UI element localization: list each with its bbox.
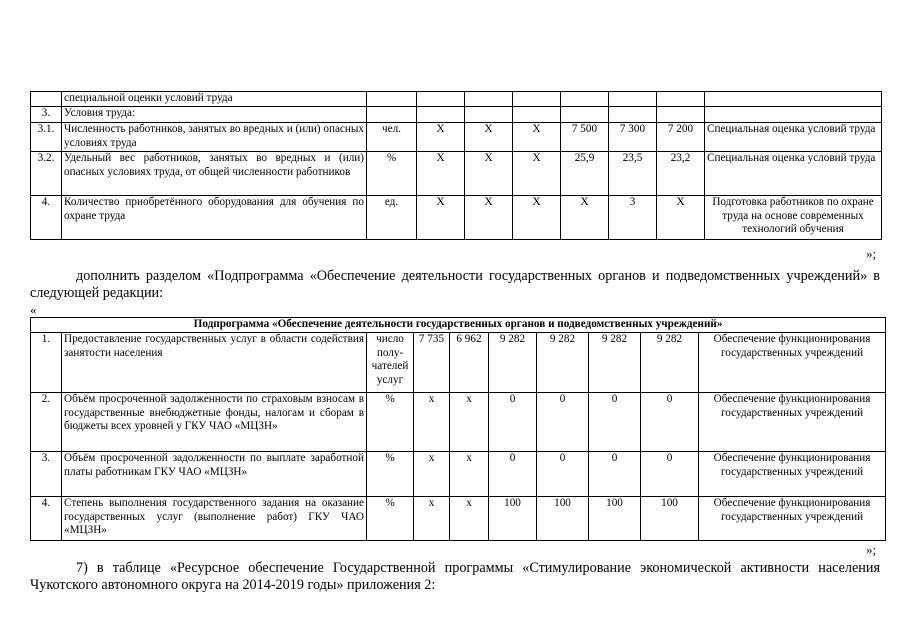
table-row: 2. Объём просроченной задолженности по страховым взносам в государственные внебюджетные фонды, налогам и сборам в бюджеты всех уровней у ГКУ ЧАО «МЦЗН» % х х 0 0 0 0 Обеспечение функционирования государственных учреждений <box>31 393 886 452</box>
closing-quote-mark-2: »; <box>866 542 877 557</box>
closing-quote-mark: »; <box>866 246 877 261</box>
table-row: 3.1. Численность работников, занятых во вредных и (или) опасных условиях труда чел. Х Х Х 7 500 7 300 7 200 Специальная оценка условий труда <box>31 123 882 152</box>
table-row: специальной оценки условий труда <box>31 92 882 107</box>
indicators-table-upper <box>30 91 882 240</box>
table-row: 4. Степень выполнения государственного задания на оказание государственных услуг (выполнение работ) ГКУ ЧАО «МЦЗН» % х х 100 100 100 100 Обеспечение функционирования государственных учреждений <box>31 497 886 541</box>
table-header-row <box>31 318 886 333</box>
subprogram-indicators-table <box>30 317 886 541</box>
table-row: 4. Количество приобретённого оборудования для обучения по охране труда ед. Х Х Х Х 3 Х Подготовка работников по охране труда на основе современных технологий обучения <box>31 196 882 240</box>
amendment-paragraph: дополнить разделом «Подпрограмма «Обеспечение деятельности государственных органов и подведомственных учреждений» в следующей редакции: <box>30 268 880 301</box>
table-row: 3.2. Удельный вес работников, занятых во вредных и (или) опасных условиях труда, от общей численности работников % Х Х Х 25,9 23,5 23,2 Специальная оценка условий труда <box>31 152 882 196</box>
table-row: 3. Условия труда: <box>31 107 882 123</box>
table-row: 1. Предоставление государственных услуг в области содействия занятости населения число полу-чателей услуг 7 735 6 962 9 282 9 282 9 282 9 282 Обеспечение функционирования государственных учреждений <box>31 333 886 393</box>
table-row: 3. Объём просроченной задолженности по выплате заработной платы работникам ГКУ ЧАО «МЦЗН» % х х 0 0 0 0 Обеспечение функционирования государственных учреждений <box>31 452 886 497</box>
resource-paragraph: 7) в таблице «Ресурсное обеспечение Государственной программы «Стимулирование экономической активности населения Чукотского автономного округа на 2014-2019 годы» приложения 2: <box>30 560 880 593</box>
subprogram-title: Подпрограмма «Обеспечение деятельности государственных органов и подведомственных учреждений» <box>31 318 886 333</box>
opening-quote-mark: « <box>30 302 37 317</box>
